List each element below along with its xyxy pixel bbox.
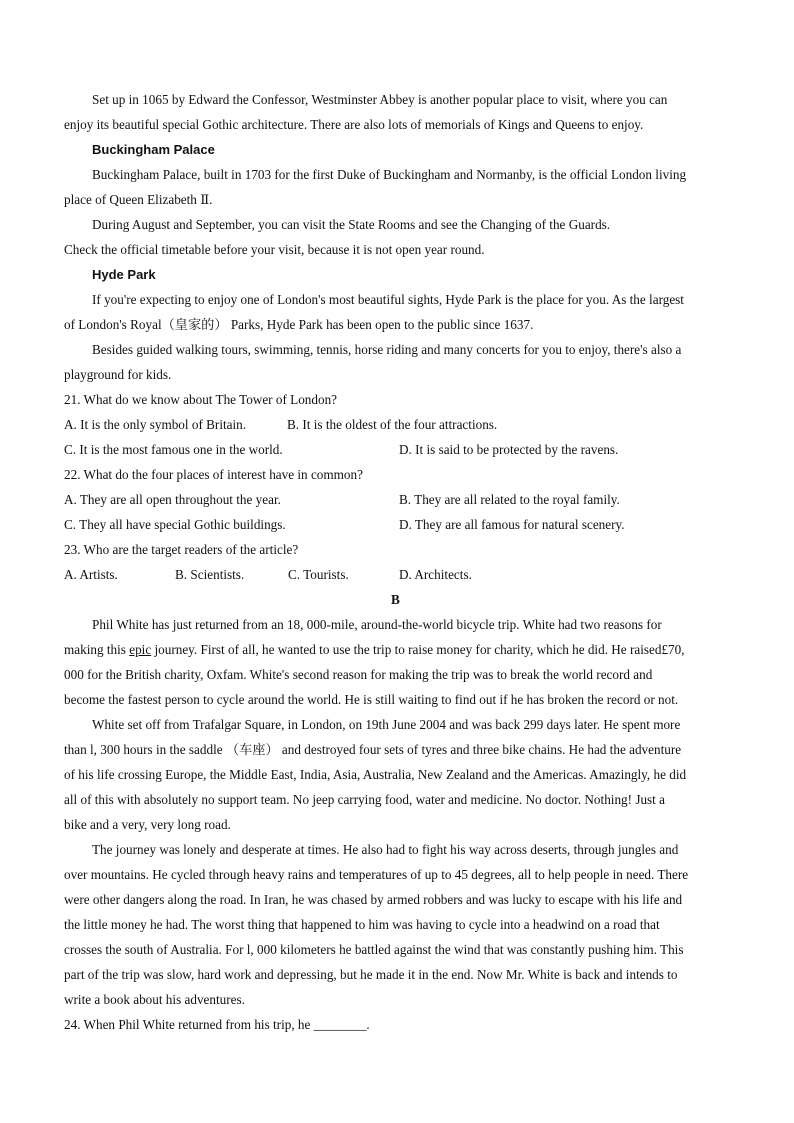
b-p1-line-1: Phil White has just returned from an 18, 000-mile, around-the-world bicycle trip. White had two reasons for [92,617,662,632]
b-p2-line-4: all of this with absolutely no support team. No jeep carrying food, water and medicine. No doctor. Nothing! Just a [64,792,665,807]
question-21-option-d: D. It is said to be protected by the ravens. [399,442,619,457]
b-p2-line-1: White set off from Trafalgar Square, in London, on 19th June 2004 and was back 299 days later. He spent more [92,717,681,732]
b-p3-line-2: over mountains. He cycled through heavy rains and temperatures of up to 45 degrees, all to help people in need. There [64,867,689,882]
buckingham-line-1: Buckingham Palace, built in 1703 for the first Duke of Buckingham and Normanby, is the official London living [92,167,687,182]
westminster-line-1: Set up in 1065 by Edward the Confessor, Westminster Abbey is another popular place to visit, where you can [92,92,668,107]
question-21-stem: 21. What do we know about The Tower of London? [64,392,338,407]
b-p2-line-3: of his life crossing Europe, the Middle East, India, Asia, Australia, New Zealand and the Americas. Amazingly, he did [64,767,687,782]
b-p1-line-2-end: journey. First of all, he wanted to use the trip to raise money for charity, which he did. He raised£70, [151,642,685,657]
question-21-option-a: A. It is the only symbol of Britain. [64,417,247,432]
buckingham-line-4: Check the official timetable before your visit, because it is not open year round. [64,242,485,257]
buckingham-line-3: During August and September, you can visit the State Rooms and see the Changing of the Guards. [92,217,611,232]
question-22-option-c: C. They all have special Gothic buildings. [64,517,286,532]
question-23-option-c: C. Tourists. [288,567,349,582]
question-22-stem: 22. What do the four places of interest have in common? [64,467,363,482]
question-22-option-b: B. They are all related to the royal family. [399,492,620,507]
buckingham-heading: Buckingham Palace [92,142,215,157]
question-23-option-b: B. Scientists. [175,567,245,582]
b-p2-line-2: than l, 300 hours in the saddle （车座） and destroyed four sets of tyres and three bike chains. He had the adventure [64,742,682,757]
question-22-option-d: D. They are all famous for natural scenery. [399,517,625,532]
b-p3-line-5: crosses the south of Australia. For l, 000 kilometers he battled against the wind that was constantly pushing him. This [64,942,684,957]
b-p3-line-1: The journey was lonely and desperate at times. He also had to fight his way across deserts, through jungles and [92,842,679,857]
section-b-label: B [391,592,400,607]
b-p2-line-5: bike and a very, very long road. [64,817,231,832]
question-21-option-c: C. It is the most famous one in the world. [64,442,283,457]
hyde-line-2: of London's Royal（皇家的） Parks, Hyde Park has been open to the public since 1637. [64,317,534,332]
b-p1-line-2-start: making this [64,642,130,657]
question-21-option-b: B. It is the oldest of the four attractions. [287,417,498,432]
b-p1-line-2 [64,643,685,656]
hyde-heading: Hyde Park [92,267,156,282]
underlined-word-epic: epic [129,642,152,657]
b-p3-line-6: part of the trip was slow, hard work and depressing, but he made it in the end. Now Mr. White is back and intends to [64,967,678,982]
b-p3-line-7: write a book about his adventures. [64,992,245,1007]
b-p3-line-4: the little money he had. The worst thing that happened to him was having to cycle into a headwind on a road that [64,917,660,932]
b-p1-line-3: 000 for the British charity, Oxfam. White's second reason for making the trip was to break the world record and [64,667,653,682]
westminster-line-2: enjoy its beautiful special Gothic architecture. There are also lots of memorials of Kings and Queens to enjoy. [64,117,644,132]
hyde-line-4: playground for kids. [64,367,172,382]
question-23-option-d: D. Architects. [399,567,472,582]
question-24-stem: 24. When Phil White returned from his trip, he ________. [64,1017,370,1032]
question-23-option-a: A. Artists. [64,567,118,582]
hyde-line-3: Besides guided walking tours, swimming, tennis, horse riding and many concerts for you to enjoy, there's also a [92,342,682,357]
hyde-line-1: If you're expecting to enjoy one of London's most beautiful sights, Hyde Park is the place for you. As the largest [92,292,684,307]
question-22-option-a: A. They are all open throughout the year. [64,492,281,507]
b-p3-line-3: were other dangers along the road. In Iran, he was chased by armed robbers and was lucky to escape with his life and [64,892,683,907]
question-23-stem: 23. Who are the target readers of the article? [64,542,299,557]
buckingham-line-2: place of Queen Elizabeth Ⅱ. [64,192,213,207]
b-p1-line-4: become the fastest person to cycle around the world. He is still waiting to find out if he has broken the record or not. [64,692,679,707]
